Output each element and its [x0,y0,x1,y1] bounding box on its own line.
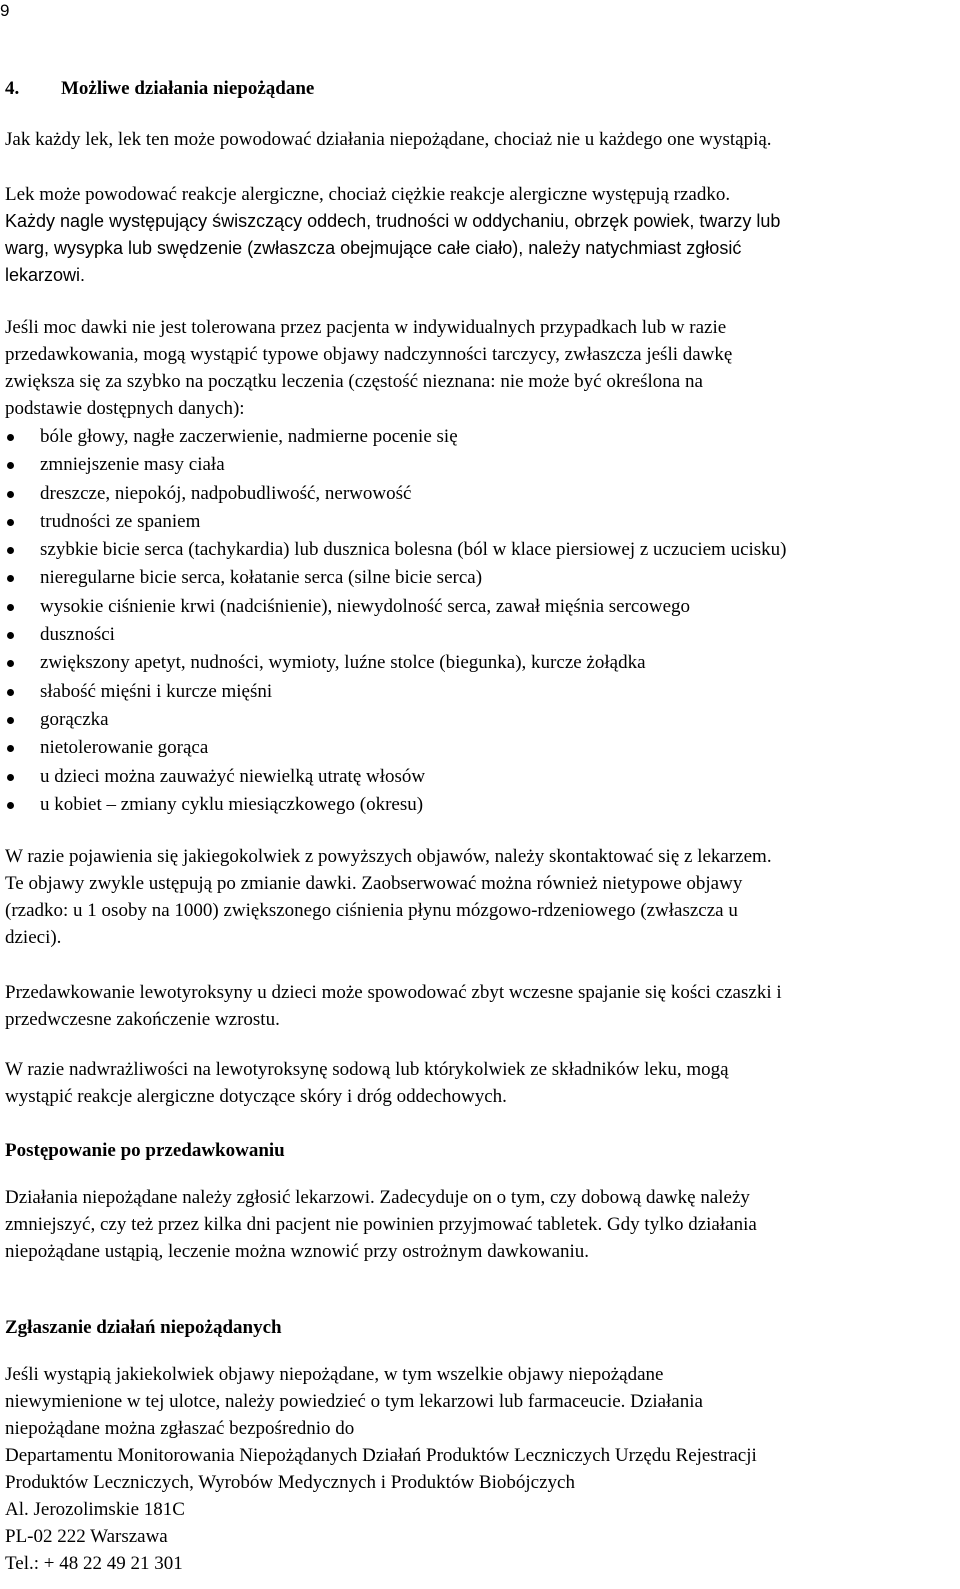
text-line: W razie nadwrażliwości na lewotyroksynę sodową lub którykolwiek ze składników leku, mogą [5,1059,729,1080]
children-paragraph [5,979,950,1033]
list-item [0,791,955,819]
bullet-icon [7,689,14,696]
bullet-icon [7,632,14,639]
agency-name-line: Produktów Leczniczych, Wyrobów Medycznych i Produktów Biobójczych [5,1472,575,1493]
list-item [0,649,955,677]
list-item [0,451,955,479]
list-item-text: u kobiet – zmiany cyklu miesiączkowego (okresu) [40,793,424,815]
list-item-text: gorączka [40,708,109,730]
text-line: niepożądane można zgłaszać bezpośrednio do [5,1418,355,1439]
list-item-text: nietolerowanie gorąca [40,737,209,759]
reporting-heading: Zgłaszanie działań niepożądanych [5,1317,282,1338]
list-item-text: bóle głowy, nagłe zaczerwienie, nadmierne pocenie się [40,426,458,447]
bullet-icon [7,575,14,582]
allergy-warning-line: warg, wysypka lub swędzenie (zwłaszcza obejmujące całe ciało), należy natychmiast zgłosić [5,238,742,258]
text-line: W razie pojawienia się jakiegokolwiek z powyższych objawów, należy skontaktować się z lekarzem. [5,846,772,867]
bullet-icon [7,491,14,498]
list-item [0,678,955,706]
section-number: 4. [5,78,20,99]
bullet-icon [7,774,14,781]
text-line: zmniejszyć, czy też przez kilka dni pacjent nie powinien przyjmować tabletek. Gdy tylko działania [5,1214,757,1235]
list-item-text: zwiększony apetyt, nudności, wymioty, luźne stolce (biegunka), kurcze żołądka [40,652,646,674]
bullet-icon [7,802,14,809]
intro-paragraph: Jak każdy lek, lek ten może powodować działania niepożądane, chociaż nie u każdego one wystąpią. [5,129,772,150]
list-item [0,423,955,451]
address-street: Al. Jerozolimskie 181C [5,1499,185,1520]
list-item [0,564,955,592]
list-item-text: duszności [40,624,115,646]
address-city: PL-02 222 Warszawa [5,1526,168,1547]
text-line: Jeśli moc dawki nie jest tolerowana przez pacjenta w indywidualnych przypadkach lub w razie [5,317,727,338]
text-line: (rzadko: u 1 osoby na 1000) zwiększonego ciśnienia płynu mózgowo-rdzeniowego (zwłaszcza u [5,900,738,921]
allergy-line: Lek może powodować reakcje alergiczne, chociaż ciężkie reakcje alergiczne występują rzadko. [5,184,731,205]
bullet-icon [7,547,14,554]
list-item-text: u dzieci można zauważyć niewielką utratę włosów [40,765,426,787]
text-line: niewymienione w tej ulotce, należy powiedzieć o tym lekarzowi lub farmaceucie. Działania [5,1391,703,1412]
allergy-warning-line: Każdy nagle występujący świszczący oddech, trudności w oddychaniu, obrzęk powiek, twarzy lub [5,211,781,231]
text-line: Przedawkowanie lewotyroksyny u dzieci może spowodować zbyt wczesne spajanie się kości czaszki i [5,982,782,1003]
text-line: wystąpić reakcje alergiczne dotyczące skóry i dróg oddechowych. [5,1086,507,1107]
section-title: Możliwe działania niepożądane [61,78,315,99]
agency-name-line: Departamentu Monitorowania Niepożądanych Działań Produktów Leczniczych Urzędu Rejestracji [5,1445,757,1466]
text-line: przedawkowania, mogą wystąpić typowe objawy nadczynności tarczycy, zwłaszcza jeśli dawkę [5,344,733,365]
bullet-icon [7,660,14,667]
phone-number: Tel.: + 48 22 49 21 301 [5,1553,183,1574]
text-line: zwiększa się za szybko na początku leczenia (częstość nieznana: nie może być określona na [5,371,703,392]
contact-paragraph [5,843,950,951]
allergy-warning-line: lekarzowi. [5,265,86,285]
section-heading [5,75,950,102]
symptom-list [0,423,955,819]
list-item-text: trudności ze spaniem [40,510,201,532]
list-item-text: szybkie bicie serca (tachykardia) lub dusznica bolesna (ból w klace piersiowej z uczuciem ucisku) [40,539,787,561]
list-item-text: słabość mięśni i kurcze mięśni [40,680,273,702]
text-line: niepożądane ustąpią, leczenie można wznowić przy ostrożnym dawkowaniu. [5,1241,590,1262]
overdose-heading: Postępowanie po przedawkowaniu [5,1140,285,1161]
text-line: Działania niepożądane należy zgłosić lekarzowi. Zadecyduje on o tym, czy dobową dawkę należy [5,1187,750,1208]
list-item-text: wysokie ciśnienie krwi (nadciśnienie), niewydolność serca, zawał mięśnia sercowego [40,595,690,617]
text-line: przedwczesne zakończenie wzrostu. [5,1009,280,1030]
text-line: dzieci). [5,927,62,948]
list-item [0,621,955,649]
overdose-paragraph [5,1184,950,1265]
list-item [0,480,955,508]
bullet-icon [7,434,14,441]
text-line: Te objawy zwykle ustępują po zmianie dawki. Zaobserwować można również nietypowe objawy [5,873,743,894]
list-item-text: zmniejszenie masy ciała [40,454,225,476]
text-line: Jeśli wystąpią jakiekolwiek objawy niepożądane, w tym wszelkie objawy niepożądane [5,1364,664,1385]
page-number: 9 [0,1,10,20]
list-item-text: nieregularne bicie serca, kołatanie serca (silne bicie serca) [40,567,483,589]
hypersensitivity-paragraph [5,1056,950,1110]
list-item [0,593,955,621]
dose-paragraph [5,314,950,422]
list-item [0,536,955,564]
bullet-icon [7,519,14,526]
allergy-paragraph [5,181,950,289]
bullet-icon [7,462,14,469]
bullet-icon [7,745,14,752]
list-item [0,734,955,762]
text-line: podstawie dostępnych danych): [5,398,245,419]
list-item [0,508,955,536]
bullet-icon [7,604,14,611]
reporting-paragraph [5,1361,950,1577]
list-item-text: dreszcze, niepokój, nadpobudliwość, nerwowość [40,482,412,504]
list-item [0,706,955,734]
bullet-icon [7,717,14,724]
list-item [0,763,955,791]
